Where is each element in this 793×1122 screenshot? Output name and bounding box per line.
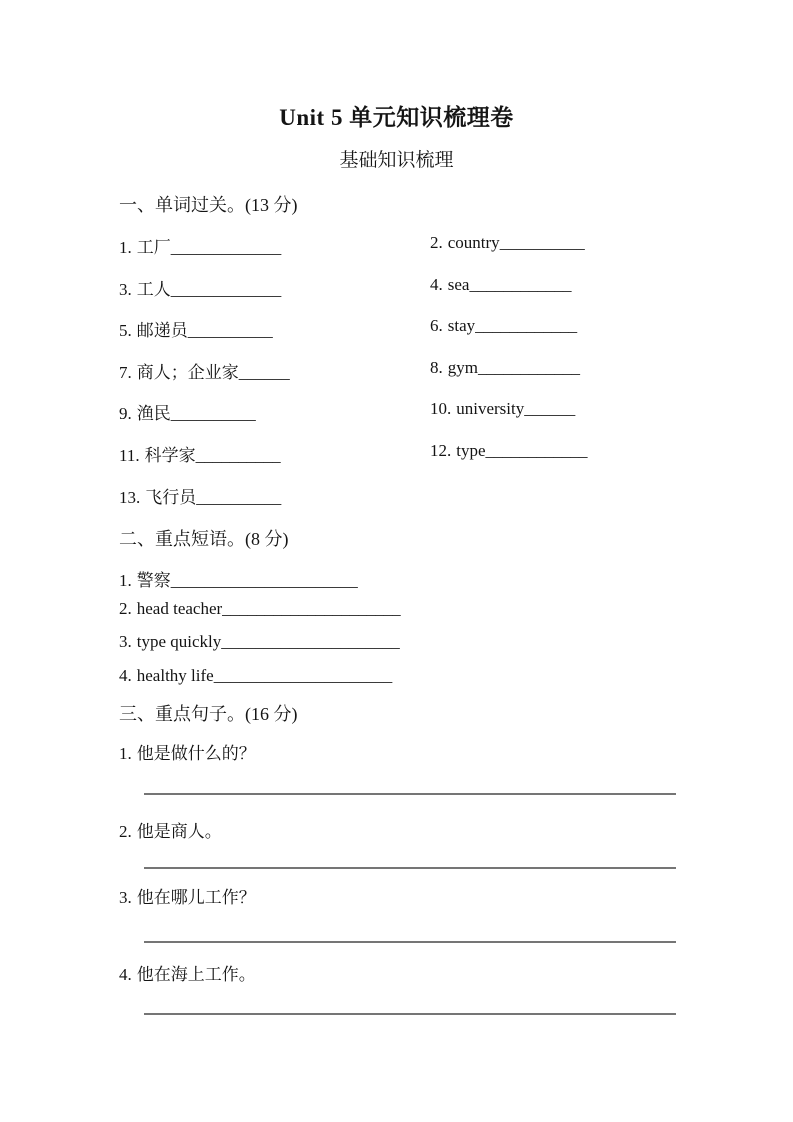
word-item-13: [119, 483, 281, 508]
phrase-item-3: [119, 632, 400, 652]
item-number: 9.: [119, 404, 132, 423]
item-blank: _____________: [170, 280, 282, 299]
item-label: 科学家: [144, 446, 196, 465]
item-blank: __________: [499, 233, 585, 252]
section-words-heading: 一、单词过关。(13 分): [119, 195, 298, 215]
item-blank: _____________________: [213, 666, 393, 685]
item-number: 4.: [119, 965, 132, 984]
answer-line-2: [144, 867, 676, 869]
page-subtitle: 基础知识梳理: [339, 150, 454, 171]
item-label: 他在海上工作。: [136, 965, 256, 984]
item-label: 渔民: [136, 404, 171, 423]
item-label: 他是做什么的？: [136, 744, 256, 763]
item-blank: ______: [524, 399, 576, 418]
item-blank: ____________: [469, 275, 572, 294]
item-number: 3.: [119, 888, 132, 907]
answer-line-1: [144, 793, 676, 795]
item-blank: ____________: [477, 358, 580, 377]
phrase-item-2: [119, 599, 401, 619]
item-number: 6.: [430, 316, 443, 335]
item-label: 邮递员: [136, 321, 188, 340]
item-number: 5.: [119, 321, 132, 340]
item-number: 4.: [430, 275, 443, 294]
item-label: 他是商人。: [136, 822, 222, 841]
section-phrases-heading: 二、重点短语。(8 分): [119, 529, 289, 549]
item-label: head teacher: [136, 599, 223, 618]
item-label: healthy life: [136, 666, 214, 685]
item-label: 工厂: [136, 238, 171, 257]
item-label: 工人: [136, 280, 171, 299]
sentence-item-1: [119, 739, 256, 764]
answer-line-4: [144, 1013, 676, 1015]
item-number: 11.: [119, 446, 140, 465]
item-label: 飞行员: [145, 488, 197, 507]
item-blank: __________: [196, 488, 282, 507]
item-blank: __________: [187, 321, 273, 340]
item-number: 2.: [119, 822, 132, 841]
item-number: 13.: [119, 488, 141, 507]
item-number: 10.: [430, 399, 452, 418]
item-number: 1.: [119, 571, 132, 590]
sentence-item-3: [119, 883, 256, 908]
item-label: 警察: [136, 571, 171, 590]
item-blank: __________: [195, 446, 281, 465]
sentence-item-2: [119, 817, 222, 842]
word-item-8: [430, 358, 580, 378]
item-blank: _____________________: [222, 599, 401, 618]
word-item-9: [119, 399, 256, 424]
word-item-7: [119, 358, 290, 383]
item-blank: _____________: [170, 238, 282, 257]
item-blank: _____________________: [221, 632, 400, 651]
word-item-1: [119, 233, 281, 258]
word-item-11: [119, 441, 281, 466]
item-number: 3.: [119, 632, 132, 651]
item-blank: __________: [170, 404, 256, 423]
item-number: 7.: [119, 363, 132, 382]
word-item-5: [119, 316, 273, 341]
item-number: 12.: [430, 441, 452, 460]
sentence-item-4: [119, 960, 256, 985]
item-blank: ____________: [475, 316, 578, 335]
item-blank: ____________: [485, 441, 588, 460]
item-blank: ______________________: [170, 571, 358, 590]
item-number: 8.: [430, 358, 443, 377]
item-label: sea: [447, 275, 470, 294]
word-item-3: [119, 275, 281, 300]
item-label: country: [447, 233, 500, 252]
item-label: stay: [447, 316, 476, 335]
item-label: type quickly: [136, 632, 222, 651]
item-number: 2.: [430, 233, 443, 252]
item-number: 2.: [119, 599, 132, 618]
phrase-item-1: [119, 566, 358, 591]
item-label: university: [456, 399, 525, 418]
item-number: 1.: [119, 744, 132, 763]
item-label: type: [456, 441, 486, 460]
item-blank: ______: [238, 363, 290, 382]
page-title: Unit 5 单元知识梳理卷: [279, 105, 514, 130]
section-sentences-heading: 三、重点句子。(16 分): [119, 704, 298, 724]
item-label: 商人；企业家: [136, 363, 239, 382]
item-number: 4.: [119, 666, 132, 685]
answer-line-3: [144, 941, 676, 943]
word-item-10: [430, 399, 575, 419]
item-label: gym: [447, 358, 478, 377]
item-label: 他在哪儿工作？: [136, 888, 256, 907]
word-item-12: [430, 441, 588, 461]
word-item-4: [430, 275, 571, 295]
item-number: 3.: [119, 280, 132, 299]
word-item-2: [430, 233, 585, 253]
item-number: 1.: [119, 238, 132, 257]
phrase-item-4: [119, 666, 392, 686]
word-item-6: [430, 316, 577, 336]
